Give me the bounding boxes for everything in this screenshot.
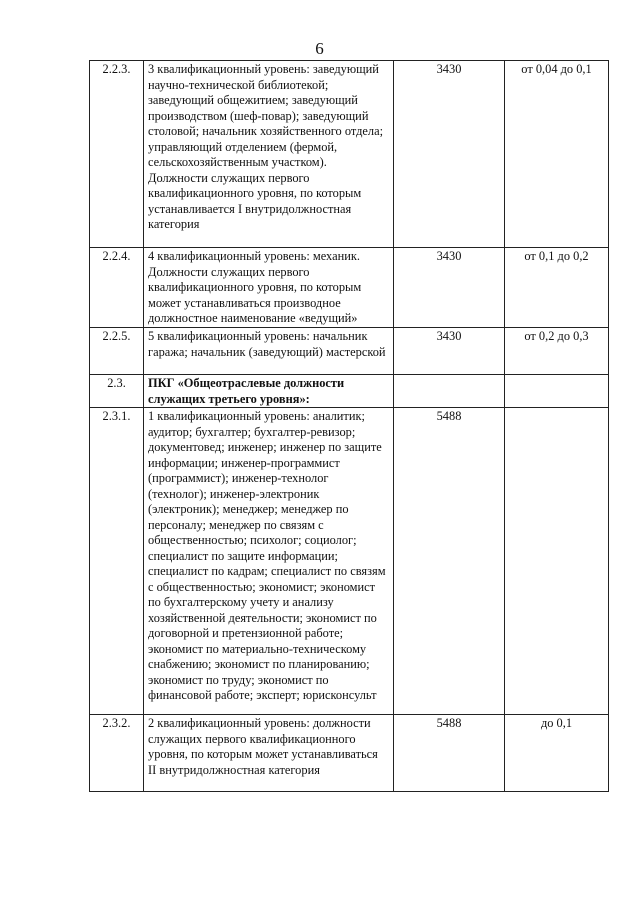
group-heading-cell: ПКГ «Общеотраслевые должности служащих третьего уровня»: bbox=[144, 375, 394, 408]
table-row bbox=[90, 248, 609, 328]
table-row bbox=[90, 61, 609, 248]
salary-cell: 3430 bbox=[394, 328, 505, 375]
table-row bbox=[90, 328, 609, 375]
page-number: 6 bbox=[315, 39, 324, 58]
salary-cell: 3430 bbox=[394, 248, 505, 328]
salary-table bbox=[89, 60, 609, 792]
salary-cell: 3430 bbox=[394, 61, 505, 248]
coefficient-cell: от 0,04 до 0,1 bbox=[505, 61, 609, 248]
table-row bbox=[90, 715, 609, 792]
salary-cell: 5488 bbox=[394, 715, 505, 792]
salary-cell bbox=[394, 375, 505, 408]
table-row bbox=[90, 375, 609, 408]
position-description-cell: 1 квалификационный уровень: аналитик; аудитор; бухгалтер; бухгалтер-ревизор; документовед; инженер; инженер по защите информации; инженер-программист (программист); инженер-технолог (технолог); инженер-электроник (электроник); менеджер; менеджер по персоналу; менеджер по связям с общественностью; психолог; социолог; специалист по защите информации; специалист по кадрам; специалист по связям с общественностью; экономист; экономист по бухгалтерскому учету и анализу хозяйственной деятельности; экономист по договорной и претензионной работе; экономист по материально-техническому снабжению; экономист по планированию; экономист по труду; экономист по финансовой работе; эксперт; юрисконсульт bbox=[144, 408, 394, 715]
salary-cell: 5488 bbox=[394, 408, 505, 715]
position-description-cell: 2 квалификационный уровень: должности служащих первого квалификационного уровня, по которым может устанавливаться II внутридолжностная категория bbox=[144, 715, 394, 792]
row-number-cell: 2.3. bbox=[90, 375, 144, 408]
position-description-cell: 3 квалификационный уровень: заведующий научно-технической библиотекой; заведующий общежитием; заведующий производством (шеф-повар); заведующий столовой; начальник хозяйственного отдела; управляющий отделением (фермой, сельскохозяйственным участком). Должности служащих первого квалификационного уровня, по которым устанавливается I внутридолжностная категория bbox=[144, 61, 394, 248]
row-number-cell: 2.2.3. bbox=[90, 61, 144, 248]
row-number-cell: 2.3.1. bbox=[90, 408, 144, 715]
position-description-cell: 5 квалификационный уровень: начальник гаража; начальник (заведующий) мастерской bbox=[144, 328, 394, 375]
row-number-cell: 2.3.2. bbox=[90, 715, 144, 792]
coefficient-cell: от 0,1 до 0,2 bbox=[505, 248, 609, 328]
row-number-cell: 2.2.5. bbox=[90, 328, 144, 375]
coefficient-cell: от 0,2 до 0,3 bbox=[505, 328, 609, 375]
position-description-cell: 4 квалификационный уровень: механик. Должности служащих первого квалификационного уровня, по которым может устанавливаться производное должностное наименование «ведущий» bbox=[144, 248, 394, 328]
coefficient-cell bbox=[505, 408, 609, 715]
row-number-cell: 2.2.4. bbox=[90, 248, 144, 328]
coefficient-cell: до 0,1 bbox=[505, 715, 609, 792]
coefficient-cell bbox=[505, 375, 609, 408]
table-row bbox=[90, 408, 609, 715]
